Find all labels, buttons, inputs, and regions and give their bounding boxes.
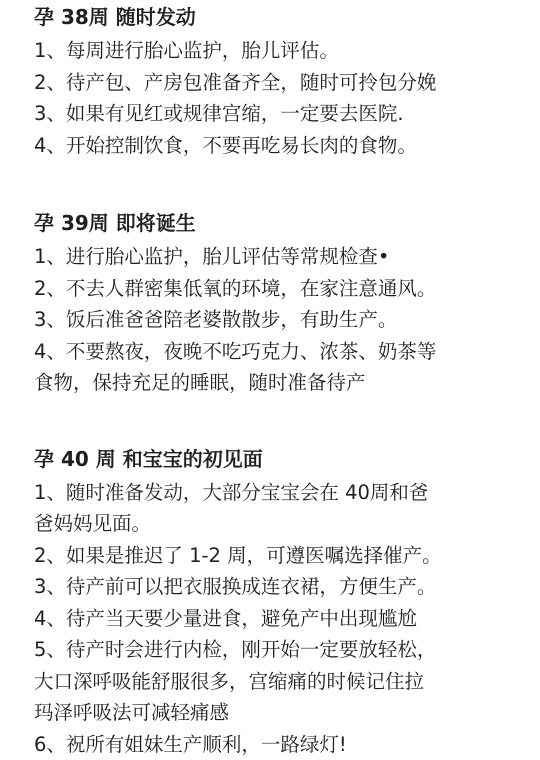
list-item: 玛泽呼吸法可减轻痛感 [34, 697, 530, 729]
section-week-38 [34, 4, 530, 161]
list-item: 1、进行胎心监护，胎儿评估等常规检查• [34, 241, 530, 273]
list-item: 4、开始控制饮食，不要再吃易长肉的食物。 [34, 130, 530, 162]
list-item: 5、待产时会进行内检，刚开始一定要放轻松， [34, 634, 530, 666]
section-spacer [34, 399, 530, 446]
list-item: 3、待产前可以把衣服换成连衣裙，方便生产。 [34, 571, 530, 603]
list-item: 6、祝所有姐妹生产顺利，一路绿灯! [34, 729, 530, 760]
section-week-39 [34, 210, 530, 399]
list-item: 1、每周进行胎心监护，胎儿评估。 [34, 35, 530, 67]
list-item: 大口深呼吸能舒服很多，宫缩痛的时候记住拉 [34, 666, 530, 698]
list-item: 3、饭后准爸爸陪老婆散散步，有助生产。 [34, 304, 530, 336]
list-item: 2、如果是推迟了 1-2 周，可遵医嘱选择催产。 [34, 540, 530, 572]
list-item: 4、待产当天要少量进食，避免产中出现尴尬 [34, 603, 530, 635]
section-heading: 孕 38周 随时发动 [34, 4, 530, 31]
section-week-40 [34, 446, 530, 760]
list-item: 4、不要熬夜，夜晚不吃巧克力、浓茶、奶茶等 [34, 336, 530, 368]
list-item: 1、随时准备发动，大部分宝宝会在 40周和爸 [34, 477, 530, 509]
section-spacer [34, 161, 530, 210]
list-item: 爸妈妈见面。 [34, 508, 530, 540]
section-heading: 孕 40 周 和宝宝的初见面 [34, 446, 530, 473]
section-heading: 孕 39周 即将诞生 [34, 210, 530, 237]
list-item: 3、如果有见红或规律宫缩，一定要去医院. [34, 98, 530, 130]
list-item: 2、不去人群密集低氧的环境，在家注意通风。 [34, 273, 530, 305]
list-item: 2、待产包、产房包准备齐全，随时可拎包分娩 [34, 67, 530, 99]
list-item: 食物，保持充足的睡眠，随时准备待产 [34, 367, 530, 399]
